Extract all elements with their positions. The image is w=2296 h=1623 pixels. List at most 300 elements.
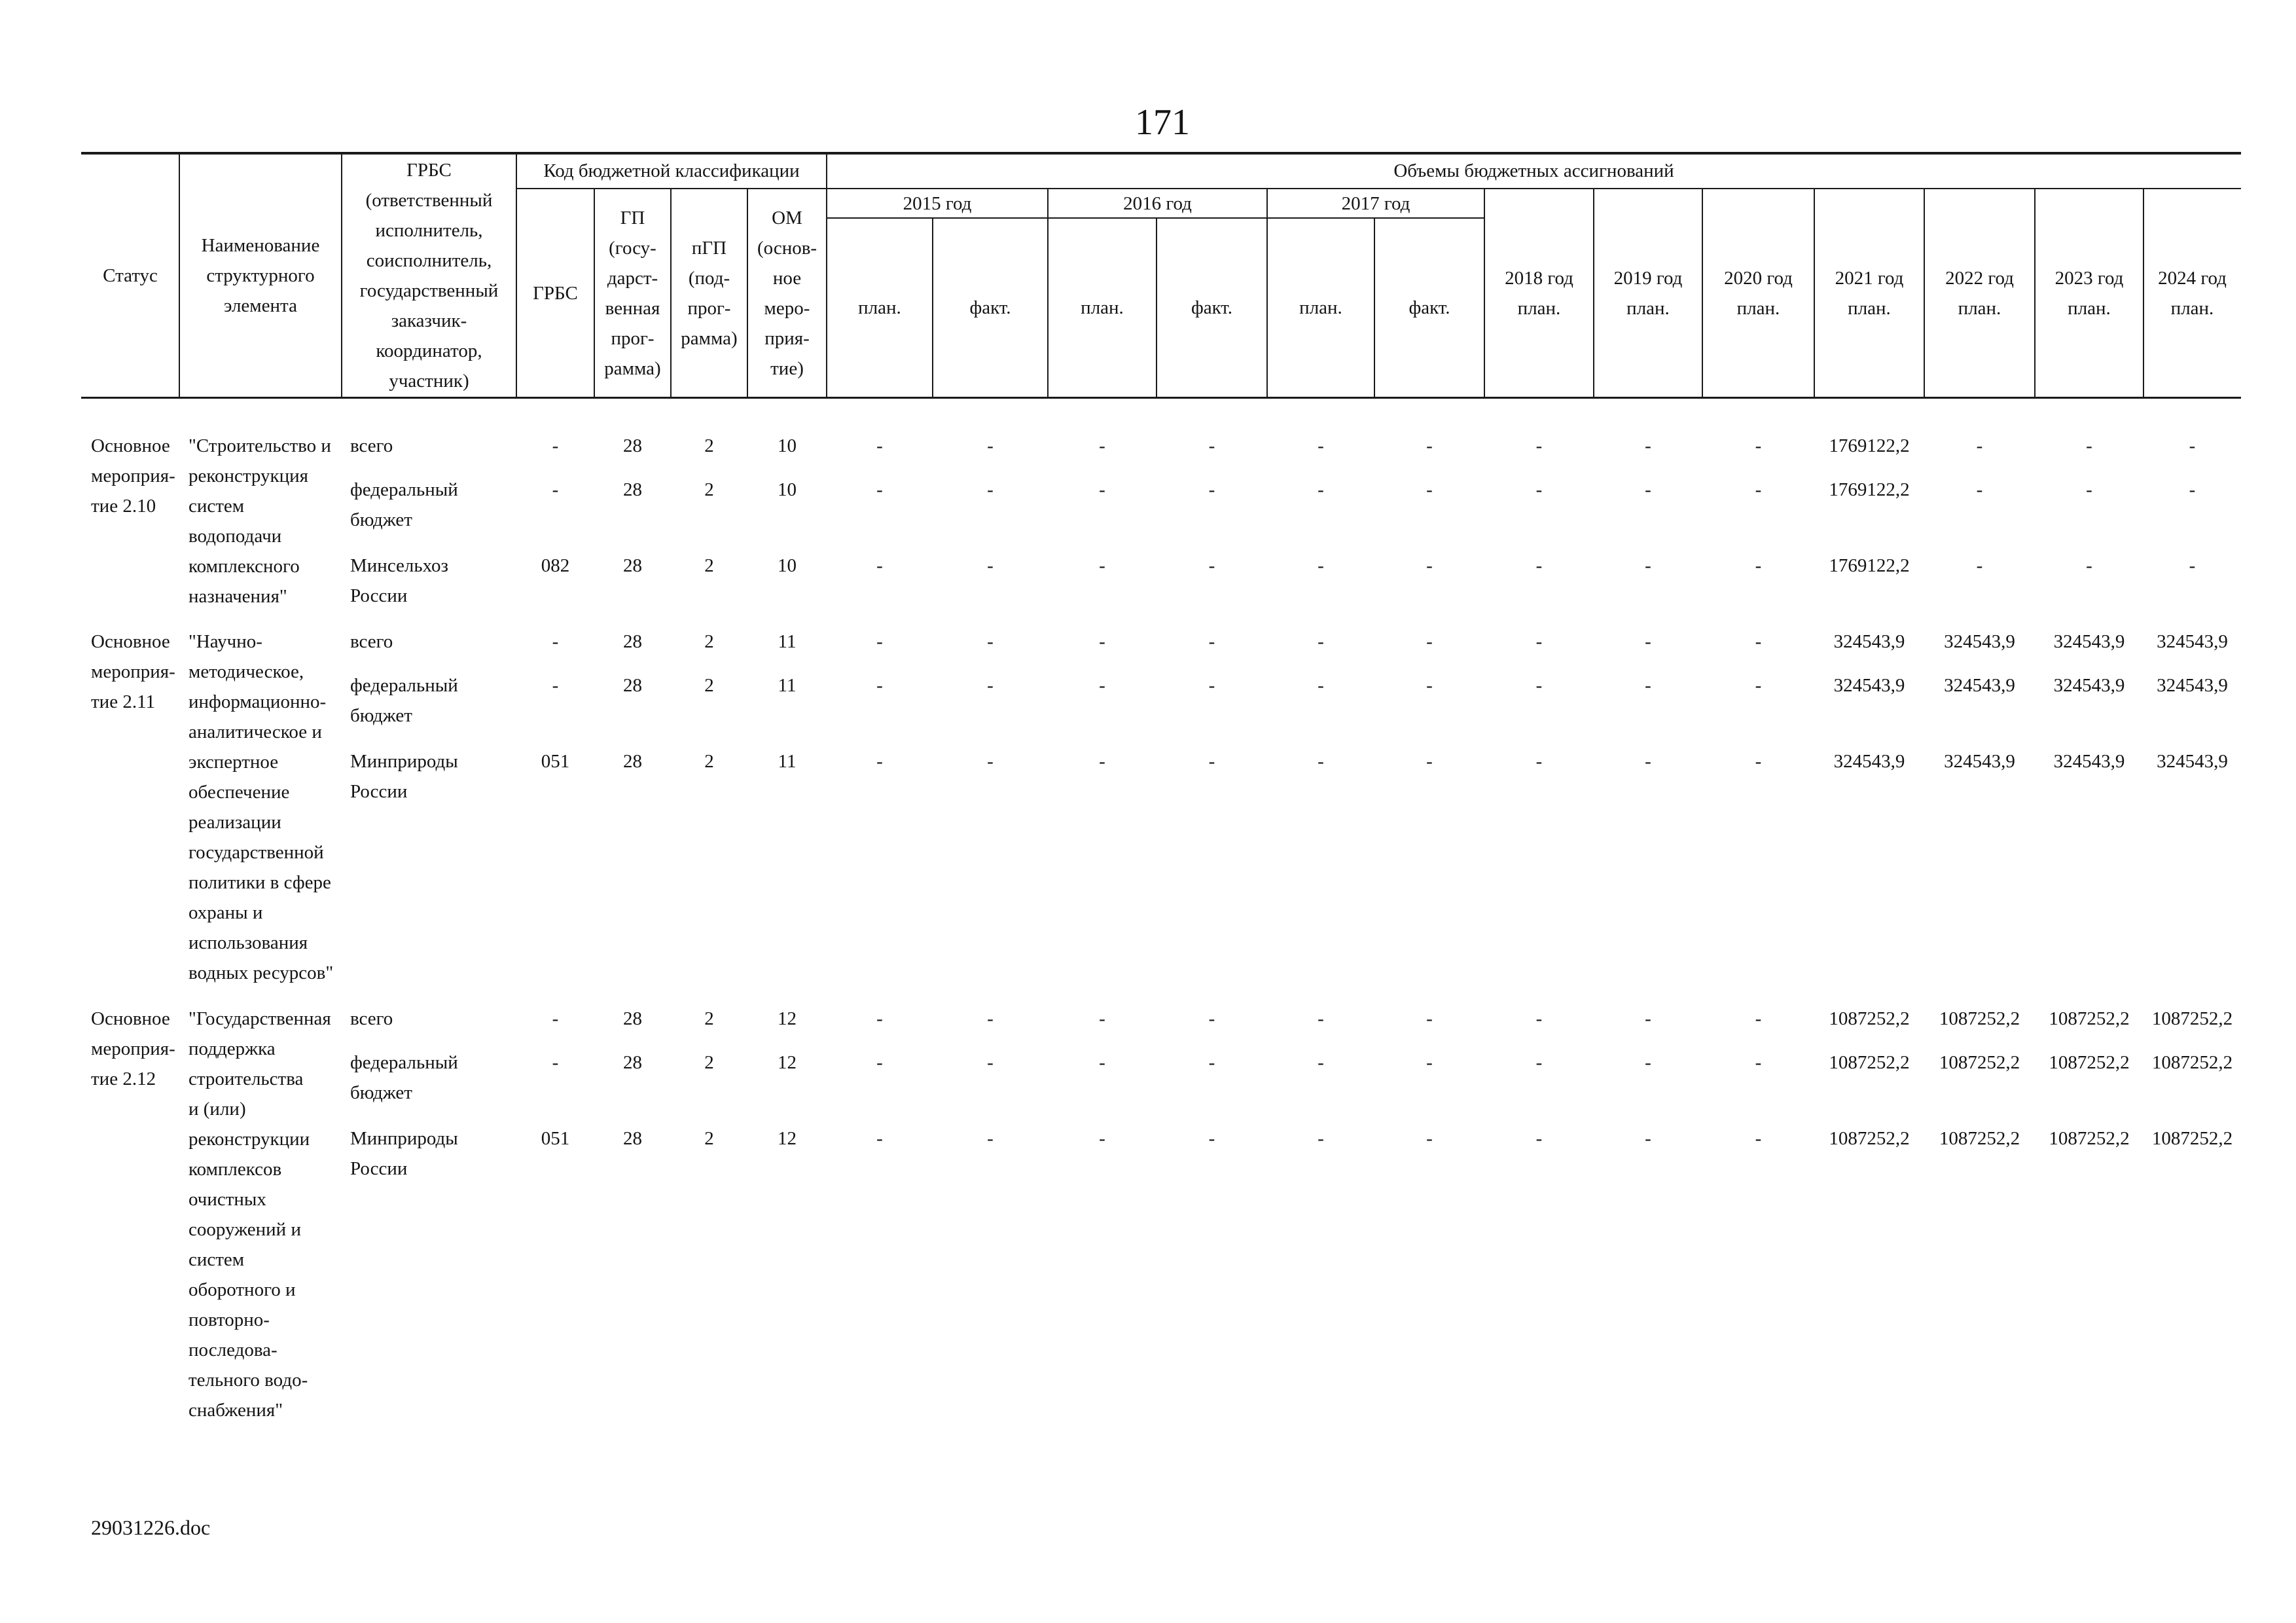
cell-grbs-code: 082 <box>541 555 570 576</box>
element-name-line: политики в сфере <box>188 872 331 893</box>
responsible-line: федеральный <box>350 479 458 500</box>
header-2016-plan <box>1048 218 1157 397</box>
header-2017-plan-text: план. <box>1299 297 1342 318</box>
cell-pgp-code: 2 <box>704 1128 714 1149</box>
cell-grbs-code: - <box>552 675 559 696</box>
cell-2022-plan: 1087252,2 <box>1939 1128 2020 1149</box>
header-allocations <box>827 153 2241 189</box>
responsible-line: Минсельхоз <box>350 555 448 576</box>
cell-2017-fact: - <box>1426 1128 1433 1149</box>
element-name-line: "Строительство и <box>188 435 331 456</box>
header-status <box>81 153 179 397</box>
element-name-line: "Государственная <box>188 1008 331 1029</box>
status-cell <box>91 627 175 717</box>
cell-om-code: 10 <box>778 555 797 576</box>
cell-om-code: 12 <box>778 1008 797 1029</box>
cell-2016-fact: - <box>1208 631 1215 652</box>
element-name-line: снабжения" <box>188 1400 283 1421</box>
cell-2021-plan: 324543,9 <box>1833 675 1905 696</box>
cell-2016-plan: - <box>1099 555 1105 576</box>
header-responsible-line: государственный <box>359 280 499 301</box>
cell-gp-code: 28 <box>623 1128 642 1149</box>
cell-om-code: 11 <box>778 675 797 696</box>
header-code-grbs-line: ГРБС <box>533 282 578 304</box>
element-name-cell <box>188 627 333 988</box>
header-year-2017 <box>1267 189 1484 218</box>
cell-grbs-code: - <box>552 631 559 652</box>
header-year-2020-line: 2020 год <box>1724 267 1793 289</box>
cell-pgp-code: 2 <box>704 675 714 696</box>
cell-2020-plan: - <box>1755 751 1762 772</box>
header-year-2022-line: план. <box>1958 297 2001 319</box>
cell-2016-fact: - <box>1208 1052 1215 1073</box>
cell-2016-fact: - <box>1208 675 1215 696</box>
cell-grbs-code: 051 <box>541 1128 570 1149</box>
cell-2021-plan: 1769122,2 <box>1829 555 1910 576</box>
cell-2018-plan: - <box>1535 479 1543 500</box>
header-name-line: структурного <box>206 264 315 286</box>
header-code-pgp <box>671 189 747 397</box>
header-responsible <box>342 153 516 397</box>
cell-2016-plan: - <box>1099 751 1105 772</box>
responsible-line: России <box>350 781 408 802</box>
header-year-2017-text: 2017 год <box>1341 192 1410 214</box>
status-line: тие 2.12 <box>91 1068 156 1089</box>
element-name-line: поддержка <box>188 1038 276 1059</box>
cell-2022-plan: 1087252,2 <box>1939 1008 2020 1029</box>
header-year-2024 <box>2144 189 2241 397</box>
cell-2016-fact: - <box>1208 479 1215 500</box>
cell-2017-fact: - <box>1426 1052 1433 1073</box>
header-year-2024-line: план. <box>2170 297 2214 319</box>
cell-om-code: 12 <box>778 1128 797 1149</box>
header-year-2018-line: 2018 год <box>1505 267 1573 289</box>
cell-2015-fact: - <box>987 435 994 456</box>
cell-2017-fact: - <box>1426 751 1433 772</box>
header-year-2023 <box>2035 189 2144 397</box>
cell-2016-plan: - <box>1099 675 1105 696</box>
header-year-2022-line: 2022 год <box>1945 267 2014 289</box>
element-name-line: охраны и <box>188 902 263 923</box>
cell-2016-fact: - <box>1208 1128 1215 1149</box>
cell-om-code: 10 <box>778 435 797 456</box>
cell-om-code: 11 <box>778 751 797 772</box>
header-2017-plan <box>1267 218 1374 397</box>
header-name <box>179 153 342 397</box>
cell-2024-plan: 324543,9 <box>2157 751 2228 772</box>
header-code-om-line: меро- <box>764 297 810 319</box>
cell-2023-plan: 1087252,2 <box>2049 1128 2130 1149</box>
cell-2019-plan: - <box>1645 751 1651 772</box>
status-line: Основное <box>91 1008 170 1029</box>
cell-2015-fact: - <box>987 675 994 696</box>
header-responsible-line: заказчик- <box>391 310 467 331</box>
cell-2023-plan: 324543,9 <box>2053 751 2125 772</box>
header-year-2015 <box>827 189 1048 218</box>
element-name-line: аналитическое и <box>188 721 322 742</box>
responsible-cell <box>350 627 393 657</box>
cell-2017-plan: - <box>1318 555 1324 576</box>
cell-2020-plan: - <box>1755 1128 1762 1149</box>
header-2015-fact <box>933 218 1048 397</box>
cell-pgp-code: 2 <box>704 555 714 576</box>
element-name-line: "Научно- <box>188 631 262 652</box>
cell-gp-code: 28 <box>623 435 642 456</box>
header-2017-fact-text: факт. <box>1408 297 1450 318</box>
cell-2017-fact: - <box>1426 479 1433 500</box>
cell-gp-code: 28 <box>623 555 642 576</box>
header-code-om-line: ОМ <box>772 207 802 228</box>
cell-om-code: 12 <box>778 1052 797 1073</box>
cell-2019-plan: - <box>1645 435 1651 456</box>
cell-2015-plan: - <box>876 555 883 576</box>
header-allocations-text: Объемы бюджетных ассигнований <box>1393 160 1674 181</box>
cell-om-code: 11 <box>778 631 797 652</box>
cell-2018-plan: - <box>1535 1008 1543 1029</box>
cell-2018-plan: - <box>1535 631 1543 652</box>
header-code-pgp-line: пГП <box>691 237 727 259</box>
cell-2016-fact: - <box>1208 751 1215 772</box>
cell-2021-plan: 1087252,2 <box>1829 1128 1910 1149</box>
element-name-line: систем <box>188 496 245 517</box>
header-2016-fact <box>1157 218 1267 397</box>
cell-2017-fact: - <box>1426 435 1433 456</box>
element-name-line: экспертное <box>188 752 279 773</box>
cell-2019-plan: - <box>1645 555 1651 576</box>
header-code-gp <box>594 189 671 397</box>
header-code-om-line: прия- <box>764 327 810 349</box>
element-name-line: реализации <box>188 812 281 833</box>
responsible-line: Минприроды <box>350 751 458 772</box>
header-code-gp-line: прог- <box>611 327 655 349</box>
cell-2016-fact: - <box>1208 1008 1215 1029</box>
header-2016-fact-text: факт. <box>1191 297 1233 318</box>
header-code-gp-line: венная <box>605 297 660 319</box>
cell-2019-plan: - <box>1645 631 1651 652</box>
cell-pgp-code: 2 <box>704 631 714 652</box>
cell-grbs-code: 051 <box>541 751 570 772</box>
status-line: тие 2.10 <box>91 496 156 517</box>
cell-2018-plan: - <box>1535 1128 1543 1149</box>
cell-2017-plan: - <box>1318 631 1324 652</box>
element-name-line: строительства <box>188 1068 304 1089</box>
header-code-pgp-line: рамма) <box>681 327 738 349</box>
header-year-2021-line: 2021 год <box>1835 267 1904 289</box>
page-number: 171 <box>1135 102 1190 143</box>
cell-2023-plan: - <box>2086 479 2092 500</box>
header-year-2020-line: план. <box>1736 297 1780 319</box>
element-name-line: последова- <box>188 1340 278 1360</box>
cell-2015-fact: - <box>987 1008 994 1029</box>
cell-om-code: 10 <box>778 479 797 500</box>
cell-2022-plan: - <box>1976 435 1983 456</box>
element-name-line: комплексов <box>188 1159 282 1180</box>
cell-2021-plan: 324543,9 <box>1833 631 1905 652</box>
cell-2016-plan: - <box>1099 1008 1105 1029</box>
cell-2019-plan: - <box>1645 1052 1651 1073</box>
header-year-2018 <box>1484 189 1594 397</box>
element-name-cell <box>188 431 331 611</box>
cell-2017-plan: - <box>1318 1052 1324 1073</box>
cell-2015-plan: - <box>876 631 883 652</box>
responsible-cell <box>350 746 458 807</box>
header-code-pgp-line: прог- <box>687 297 731 319</box>
cell-2022-plan: 324543,9 <box>1944 751 2015 772</box>
element-name-line: обеспечение <box>188 782 290 803</box>
status-line: Основное <box>91 631 170 652</box>
cell-pgp-code: 2 <box>704 435 714 456</box>
header-code-gp-line: (госу- <box>609 237 656 259</box>
cell-grbs-code: - <box>552 1052 559 1073</box>
element-name-line: государственной <box>188 842 324 863</box>
status-cell <box>91 431 175 521</box>
cell-2016-plan: - <box>1099 435 1105 456</box>
element-name-line: комплексного <box>188 556 300 577</box>
responsible-line: России <box>350 1158 408 1179</box>
responsible-cell <box>350 1004 393 1034</box>
cell-2018-plan: - <box>1535 751 1543 772</box>
cell-2022-plan: 1087252,2 <box>1939 1052 2020 1073</box>
header-responsible-line: исполнитель, <box>375 219 483 241</box>
responsible-line: всего <box>350 1008 393 1029</box>
cell-gp-code: 28 <box>623 675 642 696</box>
cell-2015-plan: - <box>876 435 883 456</box>
header-code-gp-line: рамма) <box>604 357 661 379</box>
cell-2021-plan: 1769122,2 <box>1829 479 1910 500</box>
header-responsible-line: ГРБС <box>406 159 452 181</box>
header-year-2021 <box>1814 189 1924 397</box>
header-code-grbs <box>516 189 594 397</box>
cell-pgp-code: 2 <box>704 751 714 772</box>
header-year-2023-line: 2023 год <box>2054 267 2124 289</box>
cell-2024-plan: - <box>2189 435 2196 456</box>
header-code-om-line: (основ- <box>757 237 817 259</box>
element-name-line: сооружений и <box>188 1219 301 1240</box>
cell-2023-plan: 1087252,2 <box>2049 1052 2130 1073</box>
element-name-line: тельного водо- <box>188 1370 308 1391</box>
cell-2017-fact: - <box>1426 631 1433 652</box>
cell-2019-plan: - <box>1645 479 1651 500</box>
header-year-2022 <box>1924 189 2035 397</box>
cell-2023-plan: - <box>2086 555 2092 576</box>
cell-2024-plan: 1087252,2 <box>2151 1008 2233 1029</box>
header-status-line: Статус <box>103 264 158 286</box>
cell-2015-fact: - <box>987 479 994 500</box>
header-2015-plan <box>827 218 933 397</box>
header-2017-fact <box>1374 218 1484 397</box>
responsible-line: Минприроды <box>350 1128 458 1149</box>
status-cell <box>91 1004 175 1094</box>
element-name-line: и (или) <box>188 1099 246 1120</box>
cell-2015-plan: - <box>876 1128 883 1149</box>
header-year-2019-line: план. <box>1626 297 1670 319</box>
cell-2015-plan: - <box>876 751 883 772</box>
cell-2016-fact: - <box>1208 435 1215 456</box>
cell-2024-plan: - <box>2189 479 2196 500</box>
cell-2024-plan: 324543,9 <box>2157 675 2228 696</box>
header-year-2018-line: план. <box>1517 297 1561 319</box>
header-name-line: элемента <box>224 295 297 316</box>
cell-gp-code: 28 <box>623 1052 642 1073</box>
responsible-cell <box>350 1123 458 1184</box>
cell-grbs-code: - <box>552 479 559 500</box>
header-year-2024-line: 2024 год <box>2158 267 2227 289</box>
element-name-line: оборотного и <box>188 1279 296 1300</box>
status-line: тие 2.11 <box>91 691 155 712</box>
header-year-2015-text: 2015 год <box>903 192 972 214</box>
header-code-om-line: тие) <box>770 357 804 379</box>
footer-filename: 29031226.doc <box>91 1516 211 1539</box>
element-name-line: использования <box>188 932 308 953</box>
cell-2024-plan: 1087252,2 <box>2151 1128 2233 1149</box>
status-line: мероприя- <box>91 465 175 486</box>
header-responsible-line: (ответственный <box>365 189 493 211</box>
cell-2016-plan: - <box>1099 1052 1105 1073</box>
cell-2018-plan: - <box>1535 1052 1543 1073</box>
cell-2019-plan: - <box>1645 675 1651 696</box>
header-year-2021-line: план. <box>1848 297 1891 319</box>
cell-2018-plan: - <box>1535 555 1543 576</box>
cell-2017-plan: - <box>1318 751 1324 772</box>
cell-2022-plan: 324543,9 <box>1944 631 2015 652</box>
cell-2024-plan: 1087252,2 <box>2151 1052 2233 1073</box>
header-code-gp-line: дарст- <box>607 267 658 289</box>
header-2015-plan-text: план. <box>858 297 901 318</box>
header-year-2019-line: 2019 год <box>1613 267 1683 289</box>
header-year-2016 <box>1048 189 1267 218</box>
cell-gp-code: 28 <box>623 751 642 772</box>
cell-2018-plan: - <box>1535 675 1543 696</box>
responsible-cell <box>350 475 458 535</box>
header-year-2019 <box>1594 189 1702 397</box>
cell-2015-fact: - <box>987 1128 994 1149</box>
header-year-2023-line: план. <box>2068 297 2111 319</box>
cell-2023-plan: - <box>2086 435 2092 456</box>
header-2015-fact-text: факт. <box>969 297 1011 318</box>
cell-2015-plan: - <box>876 479 883 500</box>
cell-2021-plan: 324543,9 <box>1833 751 1905 772</box>
header-year-2016-text: 2016 год <box>1123 192 1192 214</box>
responsible-line: бюджет <box>350 1082 412 1103</box>
cell-pgp-code: 2 <box>704 1052 714 1073</box>
cell-2021-plan: 1087252,2 <box>1829 1008 1910 1029</box>
element-name-line: информационно- <box>188 691 327 712</box>
status-line: мероприя- <box>91 1038 175 1059</box>
element-name-line: назначения" <box>188 586 287 607</box>
cell-2019-plan: - <box>1645 1008 1651 1029</box>
cell-2015-fact: - <box>987 555 994 576</box>
cell-2020-plan: - <box>1755 1052 1762 1073</box>
cell-2016-plan: - <box>1099 479 1105 500</box>
cell-2020-plan: - <box>1755 435 1762 456</box>
header-code-om-line: ное <box>772 267 802 289</box>
responsible-line: бюджет <box>350 705 412 726</box>
header-code-gp-line: ГП <box>620 207 645 228</box>
element-name-line: реконструкции <box>188 1129 310 1150</box>
cell-2024-plan: - <box>2189 555 2196 576</box>
header-responsible-line: участник) <box>389 370 469 392</box>
cell-2015-fact: - <box>987 631 994 652</box>
header-name-line: Наименование <box>201 234 320 256</box>
responsible-line: федеральный <box>350 675 458 696</box>
cell-2017-plan: - <box>1318 675 1324 696</box>
status-line: мероприя- <box>91 661 175 682</box>
responsible-cell <box>350 551 448 611</box>
element-name-line: повторно- <box>188 1309 270 1330</box>
cell-2023-plan: 324543,9 <box>2053 631 2125 652</box>
cell-2020-plan: - <box>1755 479 1762 500</box>
cell-2017-plan: - <box>1318 435 1324 456</box>
cell-2017-fact: - <box>1426 555 1433 576</box>
cell-2016-plan: - <box>1099 631 1105 652</box>
header-budget-code <box>516 153 827 189</box>
header-budget-code-text: Код бюджетной классификации <box>543 160 800 181</box>
element-name-line: методическое, <box>188 661 304 682</box>
responsible-cell <box>350 431 393 461</box>
responsible-line: федеральный <box>350 1052 458 1073</box>
cell-gp-code: 28 <box>623 1008 642 1029</box>
cell-2020-plan: - <box>1755 1008 1762 1029</box>
cell-2022-plan: - <box>1976 555 1983 576</box>
responsible-line: всего <box>350 435 393 456</box>
cell-gp-code: 28 <box>623 479 642 500</box>
responsible-line: России <box>350 585 408 606</box>
cell-grbs-code: - <box>552 1008 559 1029</box>
header-responsible-line: соисполнитель, <box>366 249 492 271</box>
cell-2021-plan: 1769122,2 <box>1829 435 1910 456</box>
cell-2015-plan: - <box>876 675 883 696</box>
cell-2017-fact: - <box>1426 675 1433 696</box>
cell-2018-plan: - <box>1535 435 1543 456</box>
status-line: Основное <box>91 435 170 456</box>
cell-2021-plan: 1087252,2 <box>1829 1052 1910 1073</box>
cell-2017-plan: - <box>1318 1008 1324 1029</box>
cell-2016-fact: - <box>1208 555 1215 576</box>
responsible-line: бюджет <box>350 509 412 530</box>
header-year-2020 <box>1702 189 1814 397</box>
cell-2016-plan: - <box>1099 1128 1105 1149</box>
cell-2020-plan: - <box>1755 631 1762 652</box>
cell-2023-plan: 324543,9 <box>2053 675 2125 696</box>
responsible-line: всего <box>350 631 393 652</box>
cell-2024-plan: 324543,9 <box>2157 631 2228 652</box>
element-name-line: водоподачи <box>188 526 282 547</box>
element-name-line: реконструкция <box>188 465 308 486</box>
cell-2020-plan: - <box>1755 555 1762 576</box>
element-name-cell <box>188 1004 331 1425</box>
element-name-line: очистных <box>188 1189 266 1210</box>
header-responsible-line: координатор, <box>376 340 482 361</box>
cell-2015-fact: - <box>987 1052 994 1073</box>
cell-2019-plan: - <box>1645 1128 1651 1149</box>
header-code-pgp-line: (под- <box>688 267 730 289</box>
cell-2022-plan: - <box>1976 479 1983 500</box>
responsible-cell <box>350 1048 458 1108</box>
cell-2017-plan: - <box>1318 1128 1324 1149</box>
responsible-cell <box>350 670 458 731</box>
header-code-om <box>747 189 827 397</box>
cell-2020-plan: - <box>1755 675 1762 696</box>
header-2016-plan-text: план. <box>1081 297 1124 318</box>
cell-2017-fact: - <box>1426 1008 1433 1029</box>
cell-2015-plan: - <box>876 1052 883 1073</box>
cell-2015-fact: - <box>987 751 994 772</box>
cell-2022-plan: 324543,9 <box>1944 675 2015 696</box>
element-name-line: систем <box>188 1249 245 1270</box>
cell-2017-plan: - <box>1318 479 1324 500</box>
cell-gp-code: 28 <box>623 631 642 652</box>
cell-pgp-code: 2 <box>704 1008 714 1029</box>
